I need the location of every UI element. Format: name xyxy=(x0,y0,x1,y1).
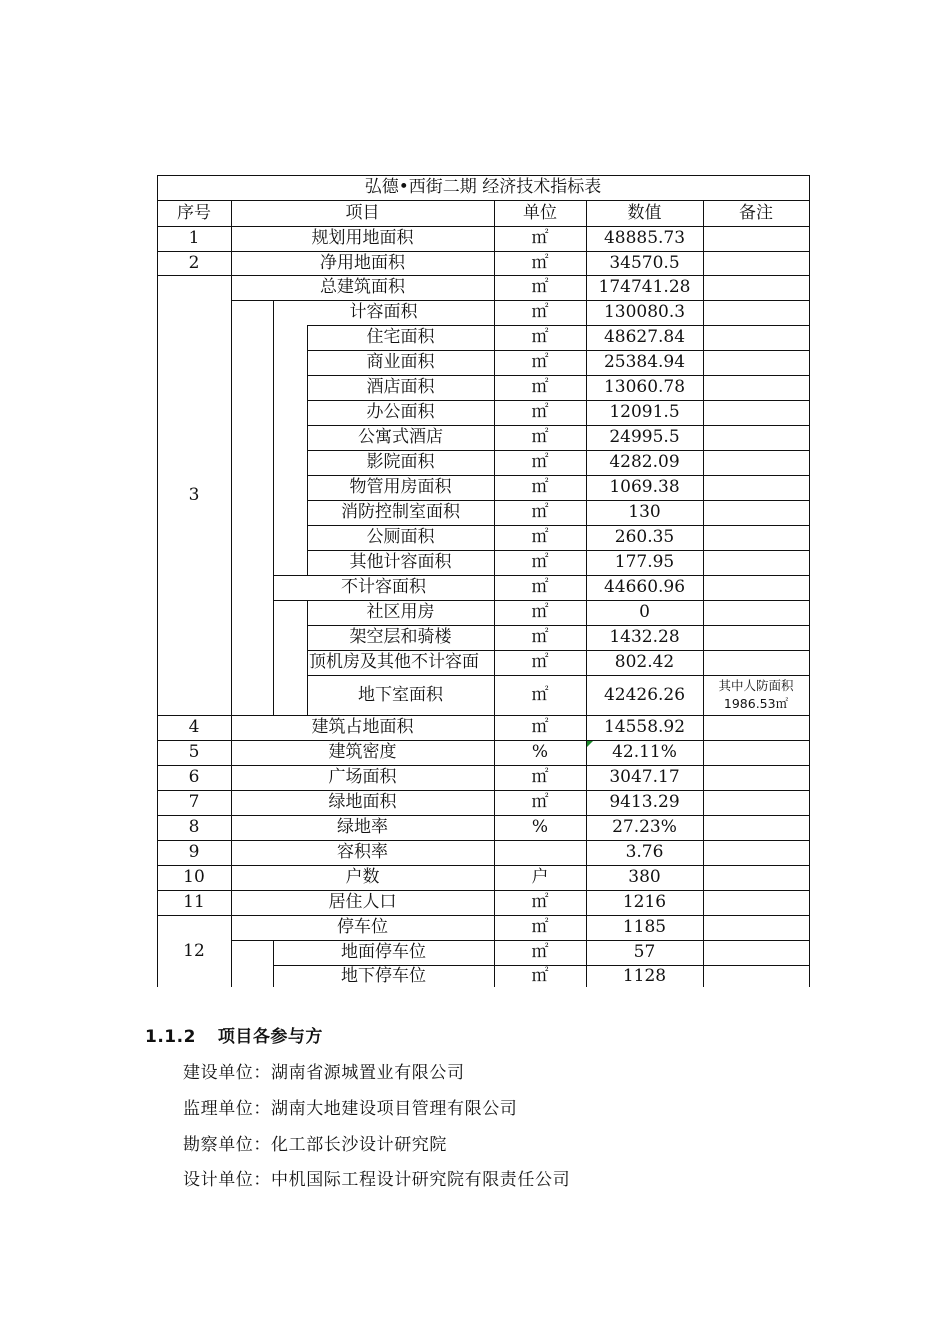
grid-line xyxy=(307,525,809,526)
row-seq: 8 xyxy=(188,817,200,837)
grid-line xyxy=(157,175,809,176)
row-value: 44660.96 xyxy=(603,577,686,597)
row-value: 130 xyxy=(628,502,661,522)
row-unit: ㎡ xyxy=(531,252,549,273)
row-item: 地下停车位 xyxy=(341,965,426,986)
row-item: 社区用房 xyxy=(366,602,435,622)
grid-line xyxy=(307,375,809,376)
grid-line xyxy=(307,350,809,351)
row-item: 净用地面积 xyxy=(320,252,405,273)
row-value: 1185 xyxy=(622,917,667,937)
row-item: 消防控制室面积 xyxy=(341,502,460,522)
row-seq: 4 xyxy=(188,717,200,737)
grid-line xyxy=(157,275,809,276)
row-seq: 9 xyxy=(188,842,200,862)
grid-line xyxy=(307,600,308,715)
row-value: 42426.26 xyxy=(603,684,686,705)
row-unit: ㎡ xyxy=(531,502,549,522)
row-item: 建筑密度 xyxy=(328,742,397,762)
row-unit: ㎡ xyxy=(531,527,549,547)
row-item: 总建筑面积 xyxy=(320,277,405,297)
party-construction-unit: 建设单位：湖南省源城置业有限公司 xyxy=(183,1063,465,1083)
grid-line xyxy=(586,200,587,987)
row-value: 13060.78 xyxy=(603,377,686,397)
row-value: 177.95 xyxy=(614,552,675,572)
row-value: 1432.28 xyxy=(609,627,680,647)
row-value: 1128 xyxy=(622,965,667,986)
row-item: 地面停车位 xyxy=(341,942,426,962)
row-item: 停车位 xyxy=(337,917,388,937)
economic-indicator-table xyxy=(157,175,809,987)
row-value: 25384.94 xyxy=(603,352,686,372)
row-item: 广场面积 xyxy=(328,767,397,787)
row-value: 4282.09 xyxy=(609,452,680,472)
row-seq: 6 xyxy=(188,767,200,787)
row-unit: ㎡ xyxy=(531,652,549,672)
row-note xyxy=(703,675,809,715)
section-title: 项目各参与方 xyxy=(217,1027,323,1047)
header-item: 项目 xyxy=(345,202,380,223)
row-value: 1216 xyxy=(622,892,667,912)
row-item: 商业面积 xyxy=(366,352,435,372)
party-design-unit: 设计单位：中机国际工程设计研究院有限责任公司 xyxy=(183,1170,571,1190)
row-unit: ㎡ xyxy=(531,277,549,297)
row-unit: ㎡ xyxy=(531,352,549,372)
row-unit: ㎡ xyxy=(531,452,549,472)
grid-line xyxy=(157,890,809,891)
table-title: 弘德•西街二期 经济技术指标表 xyxy=(364,177,602,197)
row-item: 影院面积 xyxy=(366,452,435,472)
grid-line xyxy=(494,200,495,987)
row-item: 绿地率 xyxy=(337,817,388,837)
row-seq: 1 xyxy=(188,228,200,248)
grid-line xyxy=(157,175,158,987)
row-item: 地下室面积 xyxy=(358,684,443,705)
party-survey-unit: 勘察单位：化工部长沙设计研究院 xyxy=(183,1135,447,1155)
grid-line xyxy=(273,940,274,987)
grid-line xyxy=(273,965,809,966)
header-note: 备注 xyxy=(739,202,773,223)
row-seq: 7 xyxy=(188,792,200,812)
row-unit: ㎡ xyxy=(531,684,549,705)
row-unit: ㎡ xyxy=(531,327,549,347)
row-item: 容积率 xyxy=(337,842,388,862)
note-line: 1986.53㎡ xyxy=(723,696,789,711)
row-item: 住宅面积 xyxy=(366,327,435,347)
grid-line xyxy=(231,940,809,941)
grid-line xyxy=(157,840,809,841)
row-unit: ㎡ xyxy=(531,302,549,322)
row-item: 酒店面积 xyxy=(366,377,435,397)
row-item: 其他计容面积 xyxy=(349,552,452,572)
row-unit: ㎡ xyxy=(531,577,549,597)
row-value: 3.76 xyxy=(625,842,664,862)
row-seq: 12 xyxy=(183,940,205,961)
row-value: 0 xyxy=(639,602,650,622)
row-unit: ㎡ xyxy=(531,477,549,497)
row-value: 57 xyxy=(633,942,656,962)
row-unit: ㎡ xyxy=(531,402,549,422)
row-unit: % xyxy=(531,817,549,837)
header-seq: 序号 xyxy=(177,202,211,223)
row-unit: ㎡ xyxy=(531,767,549,787)
row-item: 居住人口 xyxy=(328,892,397,912)
row-value: 34570.5 xyxy=(609,252,680,273)
row-seq: 10 xyxy=(183,867,205,887)
row-item: 规划用地面积 xyxy=(311,228,414,248)
grid-line xyxy=(157,226,809,227)
header-value: 数值 xyxy=(627,202,662,223)
grid-line xyxy=(157,815,809,816)
row-unit: ㎡ xyxy=(531,892,549,912)
grid-line xyxy=(307,550,809,551)
grid-line xyxy=(157,765,809,766)
row-unit xyxy=(494,840,586,865)
row-item: 公寓式酒店 xyxy=(358,427,443,447)
grid-line xyxy=(307,500,809,501)
row-unit: ㎡ xyxy=(531,552,549,572)
row-value: 3047.17 xyxy=(609,767,680,787)
grid-line xyxy=(157,915,809,916)
grid-line xyxy=(157,715,809,716)
row-value: 12091.5 xyxy=(609,402,680,422)
row-seq: 3 xyxy=(188,484,200,505)
header-unit: 单位 xyxy=(523,202,557,223)
row-seq: 2 xyxy=(188,252,200,273)
grid-line xyxy=(703,200,704,987)
grid-line xyxy=(231,200,232,987)
grid-line xyxy=(157,200,809,201)
grid-line xyxy=(273,575,809,576)
row-unit: ㎡ xyxy=(531,377,549,397)
row-value: 48885.73 xyxy=(603,228,686,248)
row-unit: 户 xyxy=(531,867,549,887)
row-value: 260.35 xyxy=(614,527,675,547)
row-unit: ㎡ xyxy=(531,942,549,962)
row-item: 计容面积 xyxy=(349,302,418,322)
row-item: 顶机房及其他不计容面 xyxy=(309,652,479,672)
grid-line xyxy=(307,325,308,575)
row-unit: ㎡ xyxy=(531,627,549,647)
grid-line xyxy=(307,475,809,476)
row-value: 42.11% xyxy=(612,742,677,762)
grid-line xyxy=(307,450,809,451)
row-item: 不计容面积 xyxy=(341,577,426,597)
row-value: 48627.84 xyxy=(603,327,686,347)
row-value: 1069.38 xyxy=(609,477,680,497)
row-value: 24995.5 xyxy=(609,427,680,447)
grid-line xyxy=(809,175,810,987)
grid-line xyxy=(307,625,809,626)
grid-line xyxy=(157,865,809,866)
grid-line xyxy=(307,400,809,401)
row-value: 174741.28 xyxy=(598,277,691,297)
note-line: 其中人防面积 xyxy=(718,677,794,693)
row-unit: ㎡ xyxy=(531,917,549,937)
grid-line xyxy=(307,650,809,651)
row-item: 办公面积 xyxy=(366,402,435,422)
grid-line xyxy=(157,790,809,791)
grid-line xyxy=(273,300,274,715)
row-unit: ㎡ xyxy=(531,717,549,737)
grid-line xyxy=(273,600,809,601)
row-value: 27.23% xyxy=(612,817,677,837)
row-item: 公厕面积 xyxy=(366,527,435,547)
row-value: 380 xyxy=(628,867,661,887)
row-item: 户数 xyxy=(345,867,380,887)
row-unit: ㎡ xyxy=(531,228,549,248)
row-value: 130080.3 xyxy=(603,302,686,322)
row-value: 802.42 xyxy=(614,652,675,672)
row-item: 绿地面积 xyxy=(328,792,397,812)
row-unit: ㎡ xyxy=(531,427,549,447)
grid-line xyxy=(307,675,809,676)
row-unit: ㎡ xyxy=(531,965,549,986)
row-seq: 5 xyxy=(188,742,200,762)
row-value: 9413.29 xyxy=(609,792,680,812)
row-item: 建筑占地面积 xyxy=(311,717,414,737)
section-heading xyxy=(145,1022,323,1047)
grid-line xyxy=(231,300,809,301)
comment-marker-icon xyxy=(587,741,593,747)
row-item: 架空层和骑楼 xyxy=(349,627,452,647)
row-unit: ㎡ xyxy=(531,792,549,812)
row-value: 14558.92 xyxy=(603,717,686,737)
grid-line xyxy=(307,325,809,326)
grid-line xyxy=(157,251,809,252)
grid-line xyxy=(307,425,809,426)
row-unit: % xyxy=(531,742,549,762)
party-supervision-unit: 监理单位：湖南大地建设项目管理有限公司 xyxy=(183,1099,518,1119)
row-item: 物管用房面积 xyxy=(349,477,452,497)
section-number: 1.1.2 xyxy=(145,1027,196,1047)
row-unit: ㎡ xyxy=(531,602,549,622)
grid-line xyxy=(157,740,809,741)
row-seq: 11 xyxy=(183,892,205,912)
